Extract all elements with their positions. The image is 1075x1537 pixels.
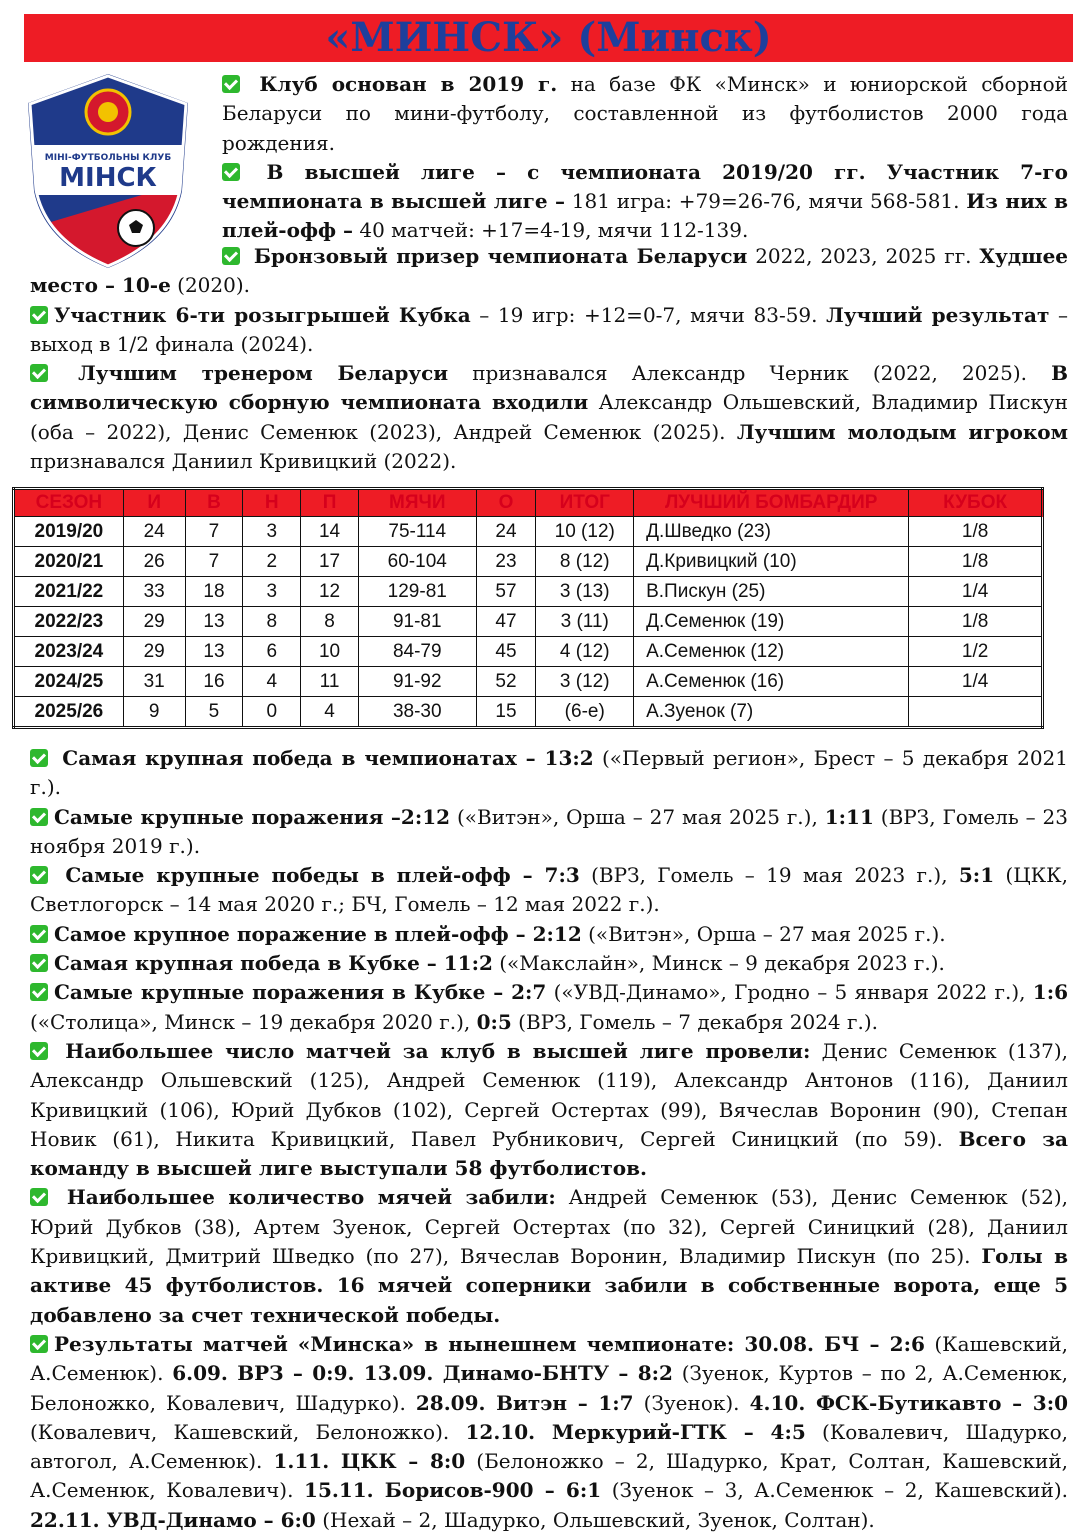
cell-games: 29 — [123, 607, 185, 637]
cell-cup: 1/4 — [909, 577, 1043, 607]
fact-paragraph: Результаты матчей «Минска» в нынешнем чемпионате: 30.08. БЧ – 2:6 (Кашевский, А.Семенюк). 6.09. ВРЗ – 0:9. 13.09. Динамо-БНТУ – 8:2 (Зуенок, Куртов – по 2, А.Семенюк, Белоножко, Ковалевич, Шадурко). 28.09. Витэн – 1:7 (Зуенок). 4.10. ФСК-Бутикавто – 3:0 (Ковалевич, Кашевский, Белоножко). 12.10. Меркурий-ГТК – 4:5 (Ковалевич, Шадурко, автогол, А.Семенюк). 1.11. ЦКК – 8:0 (Белоножко – 2, Шадурко, Крат, Солтан, Кашевский, А.Семенюк, Ковалевич). 15.11. Борисов-900 – 6:1 (Зуенок – 3, А.Семенюк – 2, Кашевский). 22.11. УВД-Динамо – 6:0 (Нехай – 2, Шадурко, Ольшевский, Зуенок, Солтан). — [30, 1331, 1069, 1532]
cell-games: 31 — [123, 667, 185, 697]
cell-top-scorer: А.Зуенок (7) — [634, 697, 909, 728]
cell-draws: 4 — [243, 667, 301, 697]
cell-cup — [909, 697, 1043, 728]
cell-points: 24 — [476, 517, 536, 547]
cell-games: 9 — [123, 697, 185, 728]
season-stats-table — [12, 487, 1044, 729]
cell-points: 57 — [476, 577, 536, 607]
intro-paragraph: Клуб основан в 2019 г. на базе ФК «Минск» и юниорской сборной Беларуси по мини-футболу, составленной из футболистов 2000 года рождения. — [222, 72, 1069, 155]
cell-season: 2023/24 — [14, 637, 124, 667]
cell-result: 3 (13) — [536, 577, 634, 607]
cell-goals: 38-30 — [358, 697, 476, 728]
table-row — [14, 697, 1043, 728]
cell-top-scorer: А.Семенюк (12) — [634, 637, 909, 667]
fact-paragraph: Самые крупные поражения в Кубке – 2:7 («УВД-Динамо», Гродно – 5 января 2022 г.), 1:6 («Столица», Минск – 19 декабря 2020 г.), 0:5 (ВРЗ, Гомель – 7 декабря 2024 г.). — [30, 980, 1068, 1034]
cell-draws: 3 — [243, 517, 301, 547]
header-goals: МЯЧИ — [358, 489, 476, 517]
check-icon — [222, 163, 240, 181]
cell-result: 3 (11) — [536, 607, 634, 637]
cell-games: 33 — [123, 577, 185, 607]
table-row — [14, 667, 1043, 697]
cell-points: 52 — [476, 667, 536, 697]
table-row — [14, 547, 1043, 577]
intro-block-bottom — [30, 242, 1068, 476]
check-icon — [222, 75, 240, 93]
cell-wins: 5 — [185, 697, 243, 728]
header-losses: П — [301, 489, 359, 517]
cell-cup: 1/4 — [909, 667, 1043, 697]
cell-goals: 75-114 — [358, 517, 476, 547]
cell-season: 2021/22 — [14, 577, 124, 607]
table-row — [14, 517, 1043, 547]
cell-goals: 91-81 — [358, 607, 476, 637]
cell-goals: 129-81 — [358, 577, 476, 607]
fact-paragraph: Самые крупные поражения –2:12 («Витэн», Орша – 27 мая 2025 г.), 1:11 (ВРЗ, Гомель – 23 ноября 2019 г.). — [30, 804, 1068, 858]
cell-result: (6-е) — [536, 697, 634, 728]
cell-result: 3 (12) — [536, 667, 634, 697]
cell-wins: 7 — [185, 517, 243, 547]
header-cup: КУБОК — [909, 489, 1043, 517]
cell-goals: 84-79 — [358, 637, 476, 667]
header-draws: Н — [243, 489, 301, 517]
cell-cup: 1/8 — [909, 517, 1043, 547]
cell-draws: 2 — [243, 547, 301, 577]
cell-games: 26 — [123, 547, 185, 577]
cell-cup: 1/2 — [909, 637, 1043, 667]
intro-paragraph: Участник 6-ти розыгрышей Кубка – 19 игр: +12=0-7, мячи 83-59. Лучший результат – выход в 1/2 финала (2024). — [30, 302, 1068, 356]
check-icon — [30, 808, 48, 826]
cell-wins: 16 — [185, 667, 243, 697]
cell-points: 23 — [476, 547, 536, 577]
intro-paragraph: В высшей лиге – с чемпионата 2019/20 гг. Участник 7-го чемпионата в высшей лиге – 181 игра: +79=26-76, мячи 568-581. Из них в плей-офф – 40 матчей: +17=4-19, мячи 112-139. — [222, 159, 1068, 243]
cell-result: 8 (12) — [536, 547, 634, 577]
cell-top-scorer: Д.Семенюк (19) — [634, 607, 909, 637]
intro-block-top — [222, 70, 1068, 246]
cell-wins: 13 — [185, 607, 243, 637]
check-icon — [30, 364, 48, 382]
cell-losses: 4 — [301, 697, 359, 728]
cell-points: 45 — [476, 637, 536, 667]
table-row — [14, 607, 1043, 637]
table-row — [14, 637, 1043, 667]
cell-season: 2024/25 — [14, 667, 124, 697]
header-season: СЕЗОН — [14, 489, 124, 517]
cell-top-scorer: Д.Шведко (23) — [634, 517, 909, 547]
fact-paragraph: Самые крупные победы в плей-офф – 7:3 (ВРЗ, Гомель – 19 мая 2023 г.), 5:1 (ЦКК, Светлогорск – 14 мая 2020 г.; БЧ, Гомель – 12 мая 2022 г.). — [30, 863, 1068, 917]
cell-draws: 6 — [243, 637, 301, 667]
cell-season: 2025/26 — [14, 697, 124, 728]
cell-wins: 13 — [185, 637, 243, 667]
cell-wins: 18 — [185, 577, 243, 607]
cell-cup: 1/8 — [909, 607, 1043, 637]
cell-draws: 0 — [243, 697, 301, 728]
cell-season: 2020/21 — [14, 547, 124, 577]
cell-goals: 91-92 — [358, 667, 476, 697]
cell-top-scorer: В.Пискун (25) — [634, 577, 909, 607]
check-icon — [30, 983, 48, 1001]
facts-block — [30, 744, 1068, 1535]
fact-paragraph: Наибольшее количество мячей забили: Андрей Семенюк (53), Денис Семенюк (52), Юрий Дубков (38), Артем Зуенок, Сергей Остертах (по 32), Сергей Синицкий (28), Даниил Кривицкий, Дмитрий Шведко (по 27), Вячеслав Воронин, Владимир Пискун (по 25). Голы в активе 45 футболистов. 16 мячей соперники забили в собственные ворота, еще 5 добавлено за счет технической победы. — [30, 1185, 1069, 1327]
cell-losses: 14 — [301, 517, 359, 547]
header-points: О — [476, 489, 536, 517]
cell-games: 24 — [123, 517, 185, 547]
fact-paragraph: Самая крупная победа в Кубке – 11:2 («Макслайн», Минск – 9 декабря 2023 г.). — [30, 949, 1068, 978]
cell-season: 2022/23 — [14, 607, 124, 637]
fact-paragraph: Наибольшее число матчей за клуб в высшей лиге провели: Денис Семенюк (137), Александр Ольшевский (125), Андрей Семенюк (119), Александр Антонов (116), Даниил Кривицкий (106), Юрий Дубков (102), Сергей Остертах (99), Вячеслав Воронин (90), Степан Новик (61), Никита Кривицкий, Павел Рубникович, Сергей Синицкий (по 59). Всего за команду в высшей лиге выступали 58 футболистов. — [30, 1038, 1069, 1181]
fact-paragraph: Самое крупное поражение в плей-офф – 2:12 («Витэн», Орша – 27 мая 2025 г.). — [30, 920, 1068, 949]
table-header-row — [14, 489, 1043, 517]
cell-points: 47 — [476, 607, 536, 637]
cell-draws: 8 — [243, 607, 301, 637]
check-icon — [222, 247, 240, 265]
check-icon — [30, 1042, 48, 1060]
header-result: ИТОГ — [536, 489, 634, 517]
fact-paragraph: Самая крупная победа в чемпионатах – 13:2 («Первый регион», Брест – 5 декабря 2021 г.). — [30, 746, 1068, 800]
check-icon — [30, 954, 48, 972]
page-title: «МИНСК» (Минск) — [24, 14, 1073, 62]
cell-losses: 8 — [301, 607, 359, 637]
table-row — [14, 577, 1043, 607]
svg-text:МІНСК: МІНСК — [59, 163, 157, 193]
cell-draws: 3 — [243, 577, 301, 607]
header-wins: В — [185, 489, 243, 517]
club-logo — [24, 70, 192, 270]
cell-losses: 17 — [301, 547, 359, 577]
check-icon — [30, 1188, 48, 1206]
cell-points: 15 — [476, 697, 536, 728]
check-icon — [30, 925, 48, 943]
cell-wins: 7 — [185, 547, 243, 577]
header-top-scorer: ЛУЧШИЙ БОМБАРДИР — [634, 489, 909, 517]
cell-result: 10 (12) — [536, 517, 634, 547]
cell-cup: 1/8 — [909, 547, 1043, 577]
cell-season: 2019/20 — [14, 517, 124, 547]
intro-paragraph: Лучшим тренером Беларуси признавался Александр Черник (2022, 2025). В символическую сборную чемпионата входили Александр Ольшевский, Владимир Пискун (оба – 2022), Денис Семенюк (2023), Андрей Семенюк (2025). Лучшим молодым игроком признавался Даниил Кривицкий (2022). — [30, 361, 1069, 474]
intro-paragraph: Бронзовый призер чемпионата Беларуси 2022, 2023, 2025 гг. Худшее место – 10-е (2020). — [30, 244, 1069, 298]
cell-losses: 10 — [301, 637, 359, 667]
cell-losses: 12 — [301, 577, 359, 607]
cell-top-scorer: Д.Кривицкий (10) — [634, 547, 909, 577]
header-games: И — [123, 489, 185, 517]
check-icon — [30, 749, 48, 767]
check-icon — [30, 306, 48, 324]
cell-goals: 60-104 — [358, 547, 476, 577]
cell-top-scorer: А.Семенюк (16) — [634, 667, 909, 697]
cell-result: 4 (12) — [536, 637, 634, 667]
svg-text:МІНІ-ФУТБОЛЬНЫ КЛУБ: МІНІ-ФУТБОЛЬНЫ КЛУБ — [44, 153, 172, 163]
cell-games: 29 — [123, 637, 185, 667]
check-icon — [30, 1335, 48, 1353]
check-icon — [30, 866, 48, 884]
cell-losses: 11 — [301, 667, 359, 697]
